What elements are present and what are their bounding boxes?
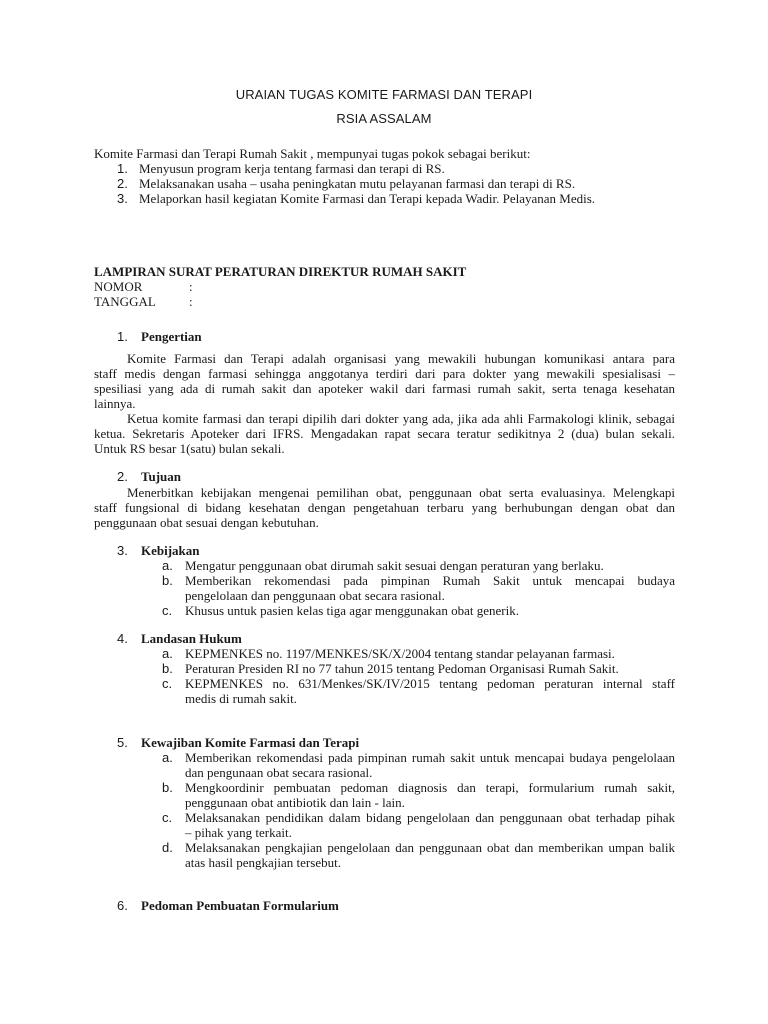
intro-text: Komite Farmasi dan Terapi Rumah Sakit , mempunyai tugas pokok sebagai berikut: bbox=[94, 146, 531, 161]
intro-item: Melaksanakan usaha – usaha peningkatan mutu pelayanan farmasi dan terapi di RS. bbox=[139, 176, 576, 191]
list-letter: a. bbox=[162, 558, 173, 573]
paragraph-line: Menerbitkan kebijakan mengenai pemilihan obat, penggunaan obat serta evaluasinya. Melengkapi bbox=[127, 485, 675, 500]
list-item: Mengatur penggunaan obat dirumah sakit sesuai dengan peraturan yang berlaku. bbox=[185, 558, 604, 573]
list-item: pengelolaan dan penggunaan obat secara rasional. bbox=[185, 588, 445, 603]
list-item: KEPMENKES no. 631/Menkes/SK/IV/2015 tentang pedoman peraturan internal staff bbox=[185, 676, 675, 691]
paragraph-line: Komite Farmasi dan Terapi adalah organisasi yang mewakili hubungan komunikasi antara para bbox=[127, 351, 675, 366]
list-letter: a. bbox=[162, 750, 173, 765]
list-item: Memberikan rekomendasi pada pimpinan rumah sakit untuk mencapai budaya pengelolaan bbox=[185, 750, 675, 765]
document-subtitle: RSIA ASSALAM bbox=[336, 111, 432, 126]
list-letter: a. bbox=[162, 646, 173, 661]
list-item: Melaksanakan pendidikan dalam bidang pengelolaan dan penggunaan obat terhadap pihak bbox=[185, 810, 675, 825]
list-letter: c. bbox=[162, 810, 173, 825]
section-number: 4. bbox=[117, 631, 128, 646]
list-letter: c. bbox=[162, 603, 173, 618]
section-number: 2. bbox=[117, 469, 128, 484]
list-letter: b. bbox=[162, 573, 173, 588]
paragraph-line: Ketua komite farmasi dan terapi dipilih dari dokter yang ada, jika ada ahli Farmakologi klinik, sebagai bbox=[127, 411, 675, 426]
nomor-label: NOMOR bbox=[94, 279, 143, 294]
section-number: 1. bbox=[117, 329, 128, 344]
intro-item-number: 2. bbox=[117, 176, 128, 191]
list-letter: b. bbox=[162, 661, 173, 676]
list-item: KEPMENKES no. 1197/MENKES/SK/X/2004 tentang standar pelayanan farmasi. bbox=[185, 646, 615, 661]
section-number: 6. bbox=[117, 898, 128, 913]
paragraph-line: Untuk RS besar 1(satu) bulan sekali. bbox=[94, 441, 285, 456]
section-title-kewajiban: Kewajiban Komite Farmasi dan Terapi bbox=[141, 735, 360, 750]
paragraph-line: staff fungsional di bidang kesehatan dengan pengetahuan terbaru yang berhubungan dengan obat dan bbox=[94, 500, 675, 515]
section-title-pengertian: Pengertian bbox=[141, 329, 202, 344]
section-title-kebijakan: Kebijakan bbox=[141, 543, 200, 558]
list-item: Memberikan rekomendasi pada pimpinan Rumah Sakit untuk mencapai budaya bbox=[185, 573, 675, 588]
list-letter: c. bbox=[162, 676, 173, 691]
intro-item: Melaporkan hasil kegiatan Komite Farmasi dan Terapi kepada Wadir. Pelayanan Medis. bbox=[139, 191, 596, 206]
list-item: – pihak yang terkait. bbox=[185, 825, 292, 840]
list-letter: b. bbox=[162, 780, 173, 795]
list-item: Peraturan Presiden RI no 77 tahun 2015 tentang Pedoman Organisasi Rumah Sakit. bbox=[185, 661, 619, 676]
list-item: medis di rumah sakit. bbox=[185, 691, 297, 706]
list-item: penggunaan obat antibiotik dan lain - lain. bbox=[185, 795, 405, 810]
list-item: dan pengunaan obat secara rasional. bbox=[185, 765, 373, 780]
section-number: 5. bbox=[117, 735, 128, 750]
tanggal-colon: : bbox=[189, 294, 193, 309]
paragraph-line: spesiliasi yang ada di rumah sakit dan apoteker wakil dari farmasi rumah sakit, serta tenaga kesehatan bbox=[94, 381, 675, 396]
section-title-landasan-hukum: Landasan Hukum bbox=[141, 631, 242, 646]
intro-item: Menyusun program kerja tentang farmasi dan terapi di RS. bbox=[139, 161, 445, 176]
list-item: Khusus untuk pasien kelas tiga agar menggunakan obat generik. bbox=[185, 603, 519, 618]
list-item: Mengkoordinir pembuatan pedoman diagnosis dan terapi, formularium rumah sakit, bbox=[185, 780, 675, 795]
intro-item-number: 1. bbox=[117, 161, 128, 176]
intro-item-number: 3. bbox=[117, 191, 128, 206]
nomor-colon: : bbox=[189, 279, 193, 294]
section-title-pedoman-formularium: Pedoman Pembuatan Formularium bbox=[141, 898, 339, 913]
paragraph-line: penggunaan obat sesuai dengan kebutuhan. bbox=[94, 515, 319, 530]
list-item: atas hasil pengkajian tersebut. bbox=[185, 855, 341, 870]
section-title-tujuan: Tujuan bbox=[141, 469, 181, 484]
paragraph-line: ketua. Sekretaris Apoteker dari IFRS. Mengadakan rapat secara teratur sedikitnya 2 (dua) bulan sekali. bbox=[94, 426, 675, 441]
section-number: 3. bbox=[117, 543, 128, 558]
paragraph-line: lainnya. bbox=[94, 396, 136, 411]
list-letter: d. bbox=[162, 840, 173, 855]
list-item: Melaksanakan pengkajian pengelolaan dan penggunaan obat dan memberikan umpan balik bbox=[185, 840, 675, 855]
lampiran-heading: LAMPIRAN SURAT PERATURAN DIREKTUR RUMAH SAKIT bbox=[94, 264, 467, 279]
paragraph-line: staff medis dengan farmasi sehingga anggotanya terdiri dari para dokter yang mewakili spesialisasi – bbox=[94, 366, 675, 381]
document-title: URAIAN TUGAS KOMITE FARMASI DAN TERAPI bbox=[235, 87, 533, 102]
tanggal-label: TANGGAL bbox=[94, 294, 156, 309]
